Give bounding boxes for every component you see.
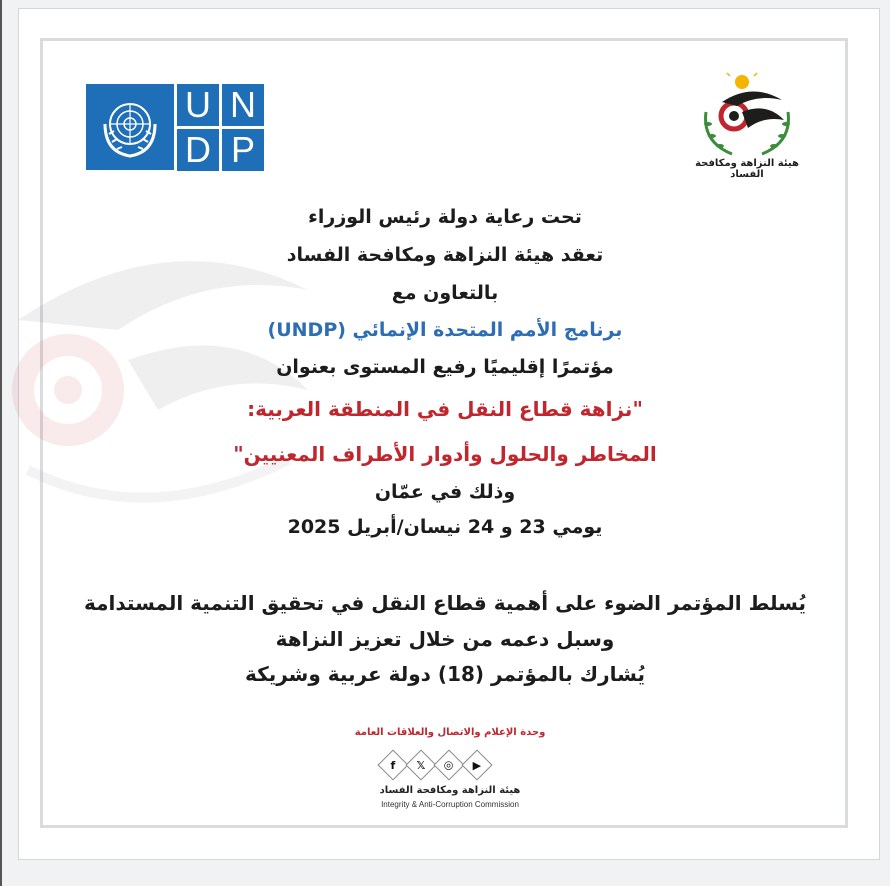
footer-org-arabic: هيئة النزاهة ومكافحة الفساد (379, 785, 521, 796)
undp-letter-u: U (177, 84, 219, 126)
x-icon[interactable]: 𝕏 (405, 749, 436, 780)
undp-name-line: برنامج الأمم المتحدة الإنمائي (UNDP) (267, 319, 623, 341)
nazaha-logo-caption: هيئة النزاهة ومكافحة الفساد (695, 158, 799, 180)
undp-letter-d: D (177, 129, 219, 171)
support-line: وسبل دعمه من خلال تعزيز النزاهة (275, 627, 615, 651)
un-emblem-icon (86, 84, 174, 170)
patronage-line: تحت رعاية دولة رئيس الوزراء (308, 206, 582, 228)
nazaha-logo (692, 72, 802, 188)
youtube-icon[interactable]: ▶ (461, 749, 492, 780)
organizer-line: تعقد هيئة النزاهة ومكافحة الفساد (286, 244, 604, 266)
undp-letter-n: N (222, 84, 264, 126)
conference-intro-line: مؤتمرًا إقليميًا رفيع المستوى بعنوان (276, 356, 614, 378)
location-line: وذلك في عمّان (374, 481, 516, 503)
social-links (382, 754, 488, 776)
undp-logo (86, 84, 264, 171)
media-unit-label: وحدة الإعلام والاتصال والعلاقات العامة (354, 727, 546, 738)
focus-line: يُسلط المؤتمر الضوء على أهمية قطاع النقل في تحقيق التنمية المستدامة (83, 591, 807, 615)
participants-line: يُشارك بالمؤتمر (18) دولة عربية وشريكة (244, 662, 646, 686)
conference-title-line-2: المخاطر والحلول وأدوار الأطراف المعنيين" (233, 442, 657, 466)
footer-org-english: Integrity & Anti-Corruption Commission (381, 800, 519, 809)
window-edge (0, 0, 2, 886)
conference-title-line-1: "نزاهة قطاع النقل في المنطقة العربية: (247, 397, 643, 421)
instagram-icon[interactable]: ◎ (433, 749, 464, 780)
undp-letter-p: P (222, 129, 264, 171)
nazaha-emblem-icon (692, 72, 802, 162)
cooperation-line: بالتعاون مع (391, 282, 499, 304)
date-line: يومي 23 و 24 نيسان/أبريل 2025 (287, 516, 603, 538)
facebook-icon[interactable]: f (377, 749, 408, 780)
